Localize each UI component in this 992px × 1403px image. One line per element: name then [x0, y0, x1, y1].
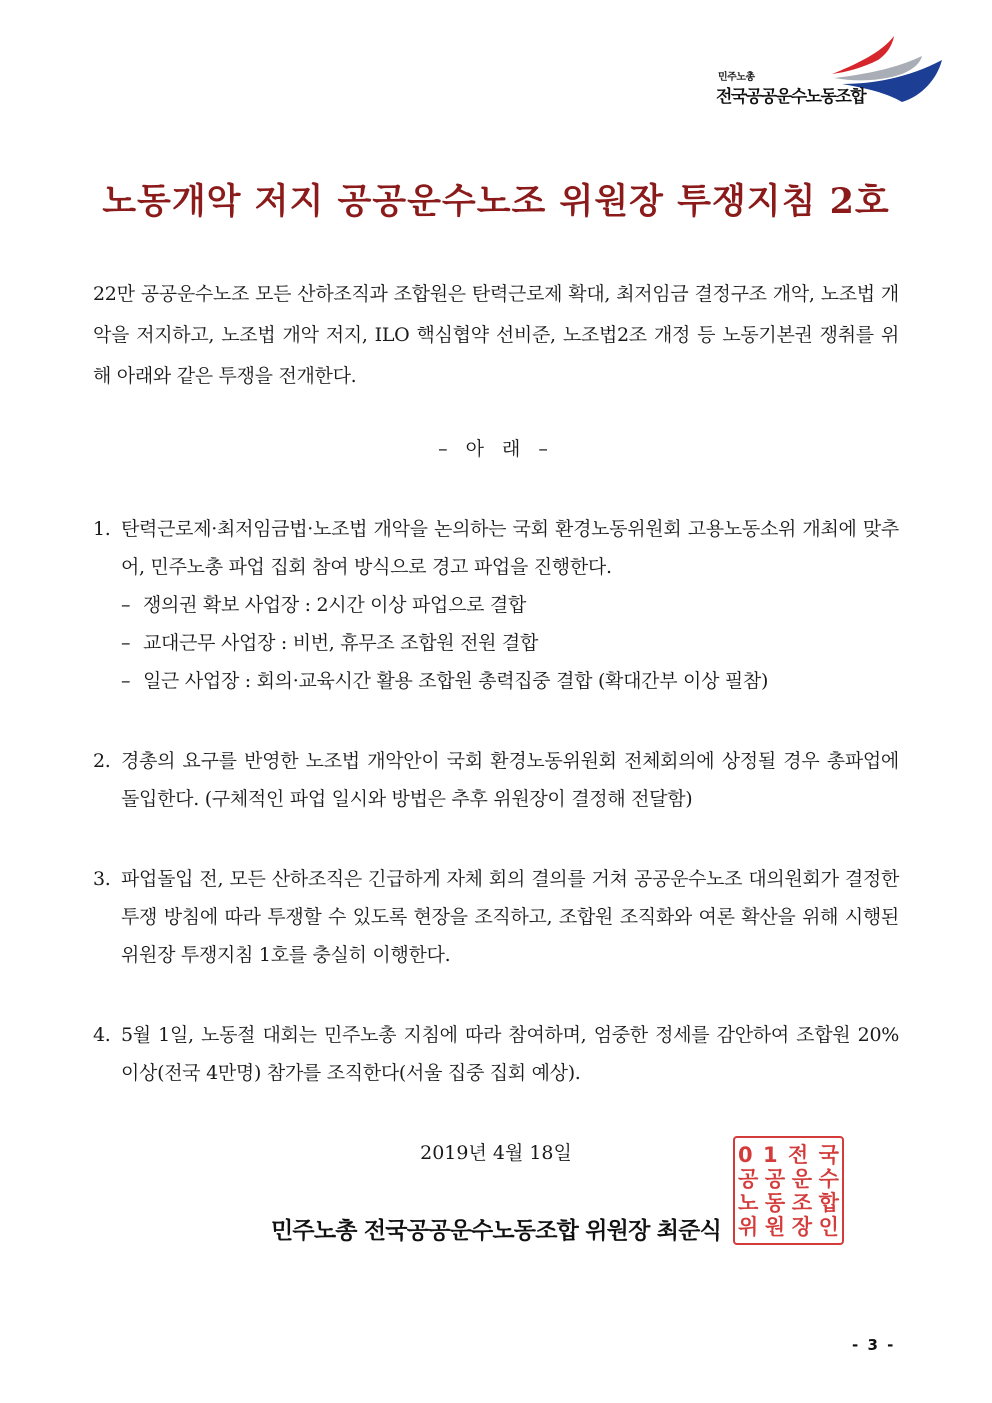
seal-char: 운: [791, 1166, 813, 1191]
seal-char: 위: [738, 1214, 759, 1239]
seal-char: 인: [818, 1214, 839, 1239]
seal-frame: [733, 1136, 844, 1245]
list-item-number: 3.: [93, 868, 111, 890]
sub-item-text: 교대근무 사업장 : 비번, 휴무조 조합원 전원 결합: [143, 632, 539, 654]
list-item-text: 경총의 요구를 반영한 노조법 개악안이 국회 환경노동위원회 전체회의에 상정될 경우 총파업에 돌입한다. (구체적인 파업 일시와 방법은 추후 위원장이 결정해 전달함): [121, 750, 899, 810]
signature-line: 민주노총 전국공공운수노동조합 위원장 최준식: [271, 1218, 721, 1244]
seal-row: [738, 1215, 839, 1239]
seal-char: 공: [764, 1166, 786, 1191]
section-heading: – 아 래 –: [438, 438, 554, 460]
sub-item-marker: –: [121, 670, 131, 692]
list-item-text: 5월 1일, 노동절 대회는 민주노총 지침에 따라 참여하며, 엄중한 정세를 감안하여 조합원 20% 이상(전국 4만명) 참가를 조직한다(서울 집중 집회 예상).: [121, 1024, 899, 1084]
intro-paragraph: 22만 공공운수노조 모든 산하조직과 조합원은 탄력근로제 확대, 최저임금 결정구조 개악, 노조법 개악을 저지하고, 노조법 개악 저지, ILO 핵심협약 선비준, 노조법2조 개정 등 노동기본권 쟁취를 위해 아래와 같은 투쟁을 전개한다.: [93, 283, 899, 387]
list-item-text: 탄력근로제·최저임금법·노조법 개악을 논의하는 국회 환경노동위원회 고용노동소위 개최에 맞추어, 민주노총 파업 집회 참여 방식으로 경고 파업을 진행한다.: [121, 518, 899, 578]
seal-char: 공: [738, 1166, 759, 1191]
seal-char: 조: [791, 1190, 813, 1215]
list-item-1: [93, 510, 899, 700]
sub-item-marker: –: [121, 594, 131, 616]
seal-row: [738, 1191, 839, 1215]
union-logo: [712, 34, 952, 114]
list-item-3: [93, 860, 899, 974]
page-number: - 3 -: [852, 1336, 896, 1354]
sub-item-text: 쟁의권 확보 사업장 : 2시간 이상 파업으로 결합: [143, 594, 527, 616]
sub-item-marker: –: [121, 632, 131, 654]
list-item-2: [93, 742, 899, 818]
list-item-text: 파업돌입 전, 모든 산하조직은 긴급하게 자체 회의 결의를 거쳐 공공운수노조 대의원회가 결정한 투쟁 방침에 따라 투쟁할 수 있도록 현장을 조직하고, 조합원 조직화와 여론 확산을 위해 시행된 위원장 투쟁지침 1호를 충실히 이행한다.: [121, 868, 899, 966]
list-item-number: 1.: [93, 518, 111, 540]
seal-char: 노: [738, 1190, 759, 1215]
seal-char: 장: [791, 1214, 813, 1239]
sub-item: [121, 662, 899, 700]
list-item-4: [93, 1016, 899, 1092]
sub-item: [121, 586, 899, 624]
seal-char: 전: [788, 1142, 809, 1167]
seal-char: 원: [764, 1214, 786, 1239]
seal-char: 동: [764, 1190, 786, 1215]
seal-char: 합: [818, 1190, 839, 1215]
seal-row: [738, 1143, 839, 1167]
sub-item-text: 일근 사업장 : 회의·교육시간 활용 조합원 총력집중 결합 (확대간부 이상 필참): [143, 670, 769, 692]
document-date: 2019년 4월 18일: [420, 1142, 572, 1164]
logo-subtitle: 민주노총: [718, 72, 755, 83]
official-seal: [733, 1136, 848, 1249]
seal-char: 국: [818, 1142, 839, 1167]
sub-item: [121, 624, 899, 662]
seal-char: 1: [763, 1142, 778, 1167]
list-item-number: 2.: [93, 750, 111, 772]
seal-char: 수: [818, 1166, 839, 1191]
list-item-number: 4.: [93, 1024, 111, 1046]
seal-row: [738, 1167, 839, 1191]
document-title: 노동개악 저지 공공운수노조 위원장 투쟁지침 2호: [102, 181, 890, 222]
logo-org-name: 전국공공운수노동조합: [716, 87, 866, 107]
seal-char: 0: [738, 1142, 753, 1167]
